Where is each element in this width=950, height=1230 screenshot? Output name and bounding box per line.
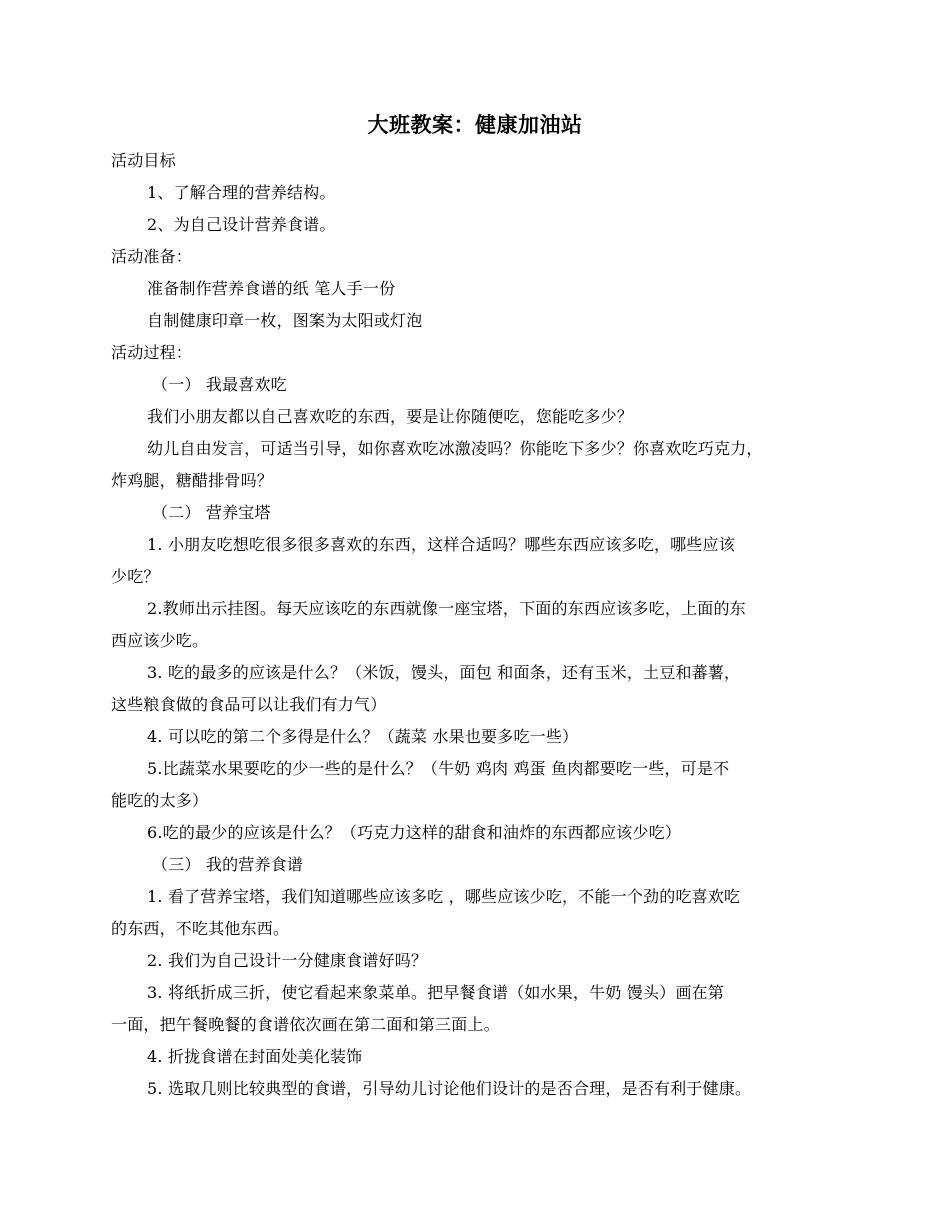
prep-item-2: 自制健康印章一枚，图案为太阳或灯泡	[147, 311, 423, 330]
section-2-item: 2.教师出示挂图。每天应该吃的东西就像一座宝塔，下面的东西应该多吃，上面的东	[147, 599, 746, 618]
section-3-item: 3. 将纸折成三折，使它看起来象菜单。把早餐食谱（如水果，牛奶 馒头）画在第	[147, 983, 725, 1002]
section-2-item: 5.比蔬菜水果要吃的少一些的是什么？（牛奶 鸡肉 鸡蛋 鱼肉都要吃一些，可是不	[147, 759, 730, 778]
section-1-paragraph: 幼儿自由发言，可适当引导，如你喜欢吃冰激凌吗？你能吃下多少？你喜欢吃巧克力，	[147, 439, 763, 458]
section-3-item: 1. 看了营养宝塔，我们知道哪些应该多吃 ，哪些应该少吃，不能一个劲的吃喜欢吃	[147, 887, 741, 906]
goal-item-1: 1、了解合理的营养结构。	[147, 183, 336, 202]
section-3-item: 4. 折拢食谱在封面处美化装饰	[147, 1047, 363, 1066]
prep-heading: 活动准备：	[111, 247, 193, 266]
prep-item-1: 准备制作营养食谱的纸 笔人手一份	[147, 279, 396, 298]
section-3-item: 一面，把午餐晚餐的食谱依次画在第二面和第三面上。	[111, 1015, 500, 1034]
section-3-item: 2. 我们为自己设计一分健康食谱好吗？	[147, 951, 428, 970]
process-heading: 活动过程：	[111, 343, 193, 362]
section-2-item: 西应该少吃。	[111, 631, 209, 650]
section-3-heading: （三） 我的营养食谱	[152, 855, 304, 874]
section-1-heading: （一） 我最喜欢吃	[152, 375, 287, 394]
section-2-item: 1. 小朋友吃想吃很多很多喜欢的东西，这样合适吗？哪些东西应该多吃，哪些应该	[147, 535, 735, 554]
section-2-item: 6.吃的最少的应该是什么？（巧克力这样的甜食和油炸的东西都应该少吃）	[147, 823, 682, 842]
section-2-item: 3. 吃的最多的应该是什么？（米饭，馒头，面包 和面条，还有玉米，土豆和蕃薯，	[147, 663, 741, 682]
goal-item-2: 2、为自己设计营养食谱。	[147, 215, 336, 234]
goal-heading: 活动目标	[111, 151, 176, 170]
page-title: 大班教案：健康加油站	[367, 113, 583, 137]
section-2-item: 能吃的太多）	[111, 791, 209, 810]
section-1-paragraph: 炸鸡腿，糖醋排骨吗？	[111, 471, 274, 490]
section-2-heading: （二） 营养宝塔	[152, 503, 271, 522]
section-2-item: 4. 可以吃的第二个多得是什么？（蔬菜 水果也要多吃一些）	[147, 727, 579, 746]
section-3-item: 的东西，不吃其他东西。	[111, 919, 290, 938]
section-2-item: 少吃？	[111, 567, 160, 586]
section-2-item: 这些粮食做的食品可以让我们有力气）	[111, 695, 387, 714]
section-3-item: 5. 选取几则比较典型的食谱，引导幼儿讨论他们设计的是否合理，是否有利于健康。	[147, 1079, 752, 1098]
section-1-paragraph: 我们小朋友都以自己喜欢吃的东西，要是让你随便吃，您能吃多少？	[147, 407, 634, 426]
